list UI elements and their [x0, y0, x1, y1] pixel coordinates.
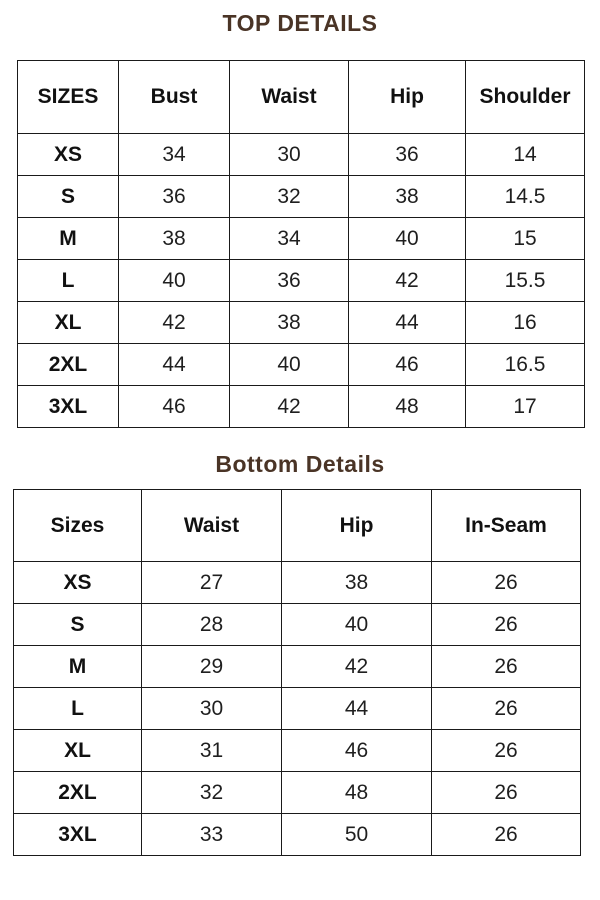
size-cell: XS — [14, 562, 142, 604]
hip-cell: 40 — [349, 218, 466, 260]
waist-cell: 40 — [230, 344, 349, 386]
bottom-size-table — [13, 489, 581, 856]
shoulder-cell: 15.5 — [466, 260, 585, 302]
waist-cell: 34 — [230, 218, 349, 260]
size-cell: S — [18, 176, 119, 218]
hip-cell: 46 — [349, 344, 466, 386]
header-hip: Hip — [282, 490, 432, 562]
shoulder-cell: 16.5 — [466, 344, 585, 386]
hip-cell: 40 — [282, 604, 432, 646]
hip-cell: 44 — [349, 302, 466, 344]
table-row — [14, 604, 581, 646]
waist-cell: 30 — [230, 134, 349, 176]
top-details-title: TOP DETAILS — [222, 10, 378, 36]
header-in-seam: In-Seam — [432, 490, 581, 562]
shoulder-cell: 14.5 — [466, 176, 585, 218]
bust-cell: 44 — [119, 344, 230, 386]
size-cell: XL — [14, 730, 142, 772]
header-waist: Waist — [142, 490, 282, 562]
size-cell: 3XL — [18, 386, 119, 428]
waist-cell: 28 — [142, 604, 282, 646]
header-hip: Hip — [349, 61, 466, 134]
waist-cell: 42 — [230, 386, 349, 428]
bust-cell: 36 — [119, 176, 230, 218]
size-cell: 2XL — [14, 772, 142, 814]
waist-cell: 38 — [230, 302, 349, 344]
table-row — [18, 344, 585, 386]
table-row — [18, 386, 585, 428]
size-cell: L — [14, 688, 142, 730]
table-header-row — [14, 490, 581, 562]
shoulder-cell: 14 — [466, 134, 585, 176]
hip-cell: 36 — [349, 134, 466, 176]
hip-cell: 48 — [349, 386, 466, 428]
table-row — [14, 730, 581, 772]
in-seam-cell: 26 — [432, 562, 581, 604]
shoulder-cell: 15 — [466, 218, 585, 260]
waist-cell: 32 — [230, 176, 349, 218]
in-seam-cell: 26 — [432, 772, 581, 814]
size-cell: 2XL — [18, 344, 119, 386]
waist-cell: 32 — [142, 772, 282, 814]
waist-cell: 27 — [142, 562, 282, 604]
top-size-table — [17, 60, 585, 428]
size-cell: L — [18, 260, 119, 302]
bust-cell: 38 — [119, 218, 230, 260]
hip-cell: 46 — [282, 730, 432, 772]
waist-cell: 36 — [230, 260, 349, 302]
in-seam-cell: 26 — [432, 688, 581, 730]
hip-cell: 42 — [282, 646, 432, 688]
bust-cell: 40 — [119, 260, 230, 302]
hip-cell: 44 — [282, 688, 432, 730]
table-row — [18, 176, 585, 218]
waist-cell: 33 — [142, 814, 282, 856]
table-row — [18, 134, 585, 176]
hip-cell: 50 — [282, 814, 432, 856]
table-row — [14, 814, 581, 856]
in-seam-cell: 26 — [432, 604, 581, 646]
table-row — [18, 218, 585, 260]
table-header-row — [18, 61, 585, 134]
size-cell: 3XL — [14, 814, 142, 856]
size-cell: M — [18, 218, 119, 260]
header-sizes: Sizes — [14, 490, 142, 562]
bottom-details-title: Bottom Details — [215, 451, 385, 477]
table-row — [14, 646, 581, 688]
size-cell: XL — [18, 302, 119, 344]
header-waist: Waist — [230, 61, 349, 134]
in-seam-cell: 26 — [432, 814, 581, 856]
table-row — [18, 260, 585, 302]
header-bust: Bust — [119, 61, 230, 134]
table-row — [18, 302, 585, 344]
table-row — [14, 688, 581, 730]
size-cell: M — [14, 646, 142, 688]
waist-cell: 29 — [142, 646, 282, 688]
size-cell: S — [14, 604, 142, 646]
bust-cell: 42 — [119, 302, 230, 344]
header-shoulder: Shoulder — [466, 61, 585, 134]
bust-cell: 46 — [119, 386, 230, 428]
in-seam-cell: 26 — [432, 646, 581, 688]
table-row — [14, 562, 581, 604]
hip-cell: 42 — [349, 260, 466, 302]
header-sizes: SIZES — [18, 61, 119, 134]
waist-cell: 31 — [142, 730, 282, 772]
hip-cell: 38 — [282, 562, 432, 604]
hip-cell: 48 — [282, 772, 432, 814]
shoulder-cell: 16 — [466, 302, 585, 344]
hip-cell: 38 — [349, 176, 466, 218]
waist-cell: 30 — [142, 688, 282, 730]
bust-cell: 34 — [119, 134, 230, 176]
table-row — [14, 772, 581, 814]
in-seam-cell: 26 — [432, 730, 581, 772]
shoulder-cell: 17 — [466, 386, 585, 428]
size-cell: XS — [18, 134, 119, 176]
